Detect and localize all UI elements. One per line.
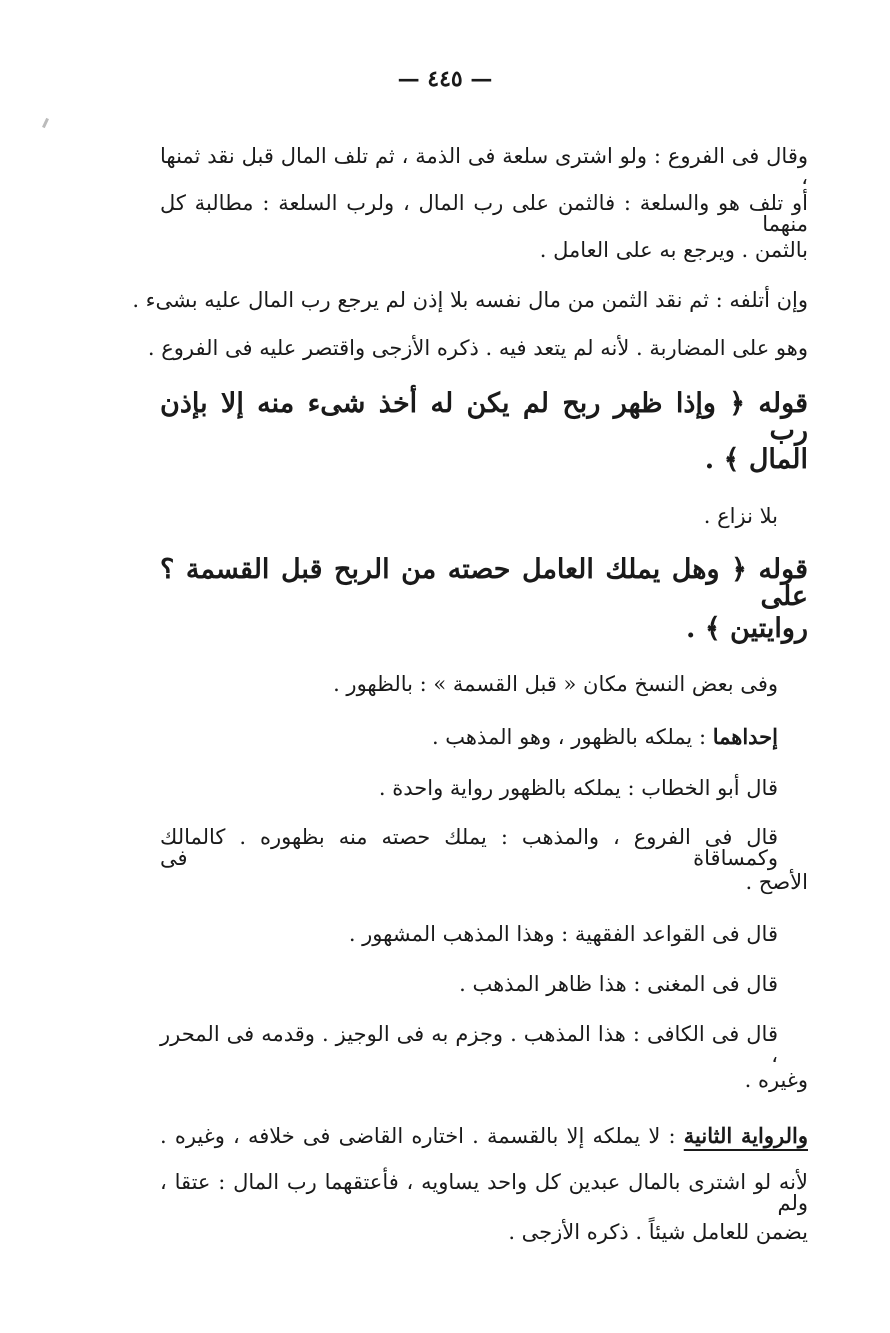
matn-line: المال ﴾ . <box>704 444 808 475</box>
page-number: — ٤٤٥ — <box>397 66 493 92</box>
text-run: : لا يملكه إلا بالقسمة . اختاره القاضى فى خلافه ، وغيره . <box>160 1124 684 1148</box>
text-run: : يملكه بالظهور ، وهو المذهب . <box>431 725 713 749</box>
text-line: وغيره . <box>744 1068 808 1092</box>
text-line <box>0 726 778 748</box>
text-line: وقال فى الفروع : ولو اشترى سلعة فى الذمة ، ثم تلف المال قبل نقد ثمنها ، <box>160 144 808 189</box>
term-second: والرواية الثانية <box>683 1123 808 1148</box>
text-line: بالثمن . ويرجع به على العامل . <box>539 238 808 262</box>
text-line: قال فى الكافى : هذا المذهب . وجزم به فى الوجيز . وقدمه فى المحرر ، <box>160 1022 778 1067</box>
text-line: قال فى القواعد الفقهية : وهذا المذهب المشهور . <box>348 922 778 946</box>
text-line <box>160 1125 808 1147</box>
text-line: يضمن للعامل شيئاً . ذكره الأزجى . <box>508 1220 808 1244</box>
text-line: وفى بعض النسخ مكان « قبل القسمة » : بالظهور . <box>333 672 778 696</box>
matn-line: روايتين ﴾ . <box>686 613 808 644</box>
scan-mark <box>42 118 49 128</box>
matn-line: قوله ﴿ وهل يملك العامل حصته من الربح قبل القسمة ؟ على <box>160 554 808 612</box>
text-line: الأصح . <box>745 870 808 894</box>
text-line: وهو على المضاربة . لأنه لم يتعد فيه . ذكره الأزجى واقتصر عليه فى الفروع . <box>147 336 808 360</box>
text-line: وإن أتلفه : ثم نقد الثمن من مال نفسه بلا إذن لم يرجع رب المال عليه بشىء . <box>132 288 808 312</box>
text-line: قال فى الفروع ، والمذهب : يملك حصته منه بظهوره . كالمالك وكمساقاة فى <box>160 825 778 870</box>
text-line: قال فى المغنى : هذا ظاهر المذهب . <box>459 972 778 996</box>
term-first: إحداهما <box>712 724 778 749</box>
text-line: لأنه لو اشترى بالمال عبدين كل واحد يساويه ، فأعتقهما رب المال : عتقا ، ولم <box>160 1170 808 1215</box>
text-line: بلا نزاع . <box>703 504 778 528</box>
matn-line: قوله ﴿ وإذا ظهر ربح لم يكن له أخذ شىء منه إلا بإذن رب <box>160 388 808 446</box>
text-line: قال أبو الخطاب : يملكه بالظهور رواية واحدة . <box>378 776 778 800</box>
text-line: أو تلف هو والسلعة : فالثمن على رب المال ، ولرب السلعة : مطالبة كل منهما <box>160 191 808 236</box>
